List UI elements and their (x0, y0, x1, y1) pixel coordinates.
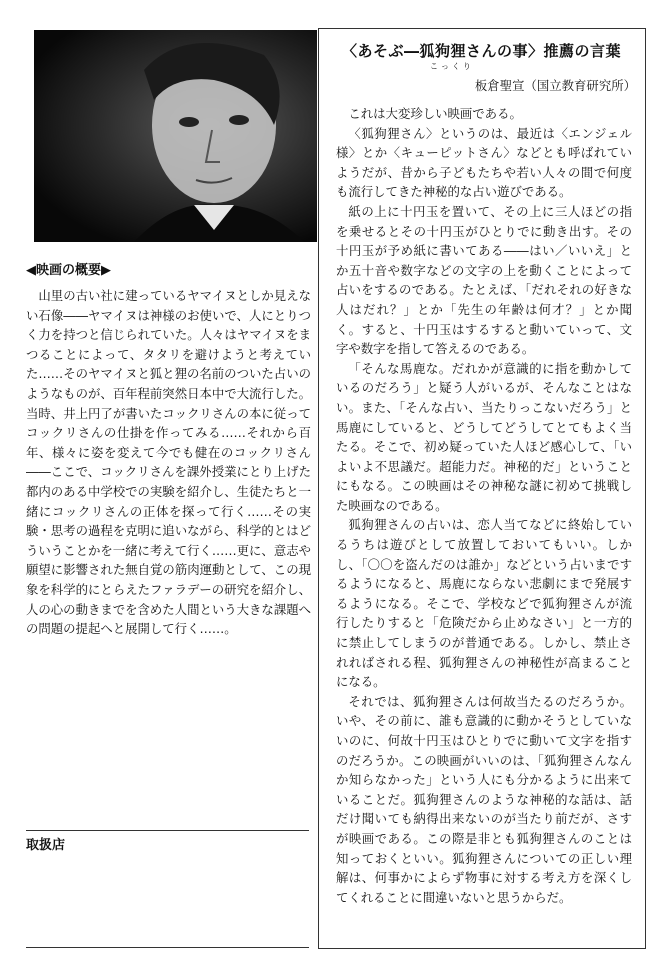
bottom-divider (26, 947, 309, 948)
dealer-divider (26, 830, 309, 831)
film-overview (26, 262, 311, 639)
recommendation-paragraph: 狐狗狸さんの占いは、恋人当てなどに終始しているうちは遊びとして放置しておいてもいい。しかし、「〇〇を盗んだのは誰か」などという占いまでするようになると、馬鹿にならない悲劇にまで発展するようになる。そこで、学校などで狐狗狸さんが流行したりすると「危険だから止めなさい」と一方的に禁止してしまうのが普通である。しかし、禁止されればされる程、狐狗狸さんの神秘性が高まることになる。 (336, 517, 632, 690)
title-ruby: こっくり (430, 62, 474, 71)
recommendation-body (336, 104, 632, 907)
dealer-label: 取扱店 (26, 838, 66, 853)
portrait-illustration (34, 30, 317, 242)
overview-heading: ◀映画の概要▶ (26, 263, 111, 278)
recommendation-paragraph: 〈狐狗狸さん〉というのは、最近は〈エンジェル様〉とか〈キューピットさん〉などとも呼ばれていようだが、昔から子どもたちや若い人々の間で何度も流行してきた神秘的な占い遊びである。 (336, 125, 632, 200)
author-credit: 板倉聖宣（国立教育研究所） (474, 78, 636, 93)
portrait-photo (34, 30, 317, 242)
recommendation-paragraph: それでは、狐狗狸さんは何故当たるのだろうか。いや、その前に、誰も意識的に動かそうとしていないのに、何故十円玉はひとりでに動いて文字を指すのだろうか。この映画がいいのは、「狐狗狸さんなんか知らなかった」という人にも分かるように出来ていることだ。狐狗狸さんのような神秘的な話は、話だけ聞いても納得出来ないのが当たり前だが、さすが映画である。この際是非とも狐狗狸さんのことは知っておくといい。狐狗狸さんについての正しい理解は、何事かによらず物事に対する考え方を深くしてくれることに間違いないと思うからだ。 (336, 693, 632, 905)
recommendation-paragraph: 「そんな馬鹿な。だれかが意識的に指を動かしているのだろう」と疑う人がいるが、そんなことはない。また、「そんな占い、当たりっこないだろう」と馬鹿にしていると、どうしてどうしてとてもよく当たる。そこで、初め疑っていた人ほど感心して、「いよいよ不思議だ。超能力だ。神秘的だ」ということにもなる。この映画はその神秘な謎に初めて挑戦した映画なのである。 (336, 360, 632, 513)
recommendation-paragraph: 紙の上に十円玉を置いて、その上に三人ほどの指を乗せるとその十円玉がひとりでに動き出す。その十円玉が予め紙に書いてある――はい／いいえ」とか五十音や数字などの文字の上を動くことによって占いをするのである。たとえば、「だれそれの好きな人はだれ？」とか「先生の年齢は何才？」とか聞く。すると、十円玉はするすると動いていって、文字や数字を指して答えるのである。 (336, 203, 632, 357)
overview-text: 山里の古い社に建っているヤマイヌとしか見えない石像――ヤマイヌは神様のお使いで、人にとりつく力を持つと信じられていた。人々はヤマイヌをまつることによって、タタリを避けようと考えていた……そのヤマイヌと狐と狸の名前のついた占いのようなものが、百年程前突然日本中で大流行した。当時、井上円了が書いたコックリさんの本に従ってコックリさんの仕掛を作ってみる……それから百年、様々に姿を変えて今でも健在のコックリさん――ここで、コックリさんを課外授業にとり上げた都内のある中学校での実験を紹介し、生徒たちと一緒にコックリさんの正体を探って行く……その実験・思考の過程を克明に追いながら、科学的とはどういうことかを一緒に考えて行く……更に、意志や願望に影響された無自覚の筋肉運動として、この現象を科学的にとらえたファラデーの研究を紹介し、人の心の動きまでを含めた人間という大きな課題への問題の提起へと展開して行く……。 (26, 288, 311, 637)
recommendation-title: 〈あそぶ―狐狗狸さんの事〉推薦の言葉 (342, 42, 622, 60)
recommendation-paragraph: これは大変珍しい映画である。 (348, 106, 522, 121)
